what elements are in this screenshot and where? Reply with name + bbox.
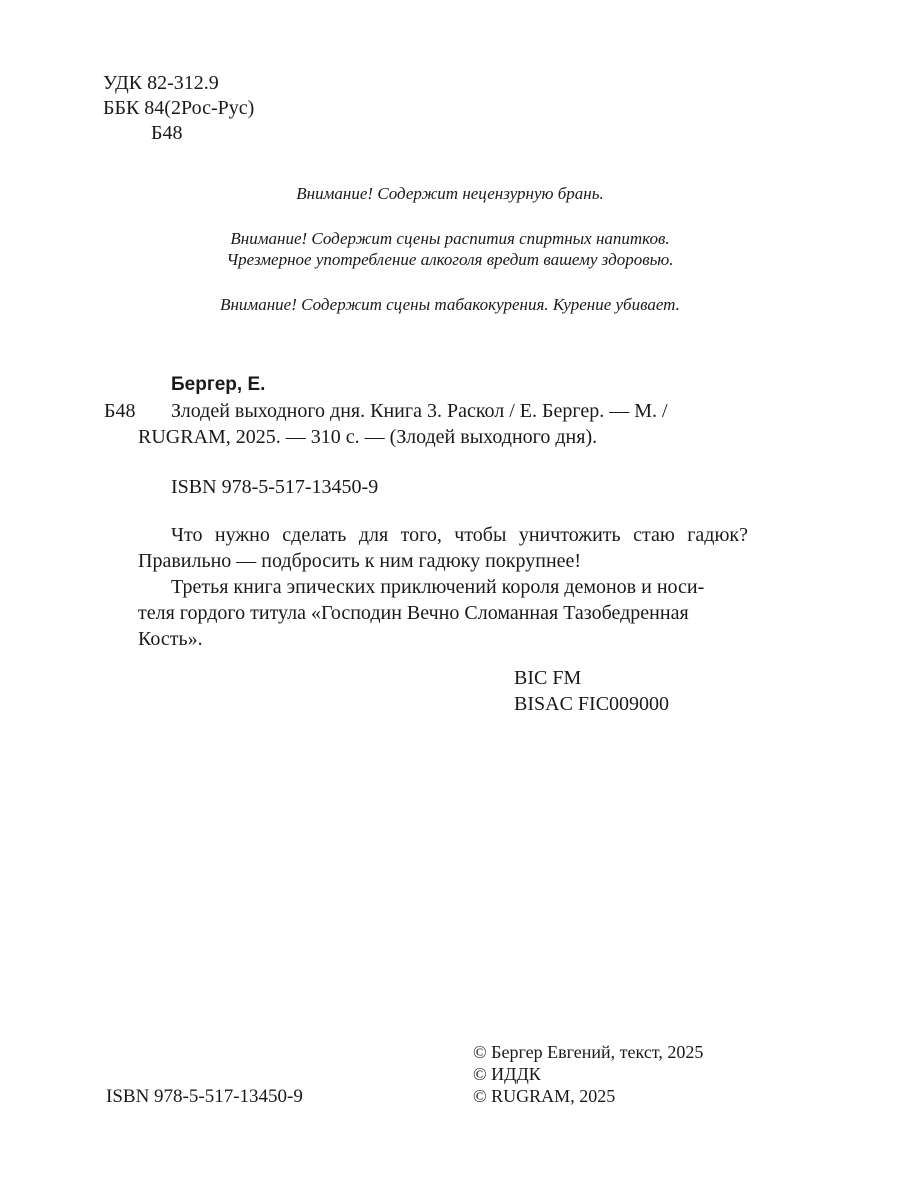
warning-line: Чрезмерное употребление алкоголя вредит вашему здоровью.: [226, 250, 674, 269]
annotation-line: теля гордого титула «Господин Вечно Сломанная Тазобедренная: [138, 602, 689, 624]
footer-isbn: ISBN 978-5-517-13450-9: [106, 1086, 303, 1107]
entry-isbn: ISBN 978-5-517-13450-9: [171, 476, 379, 498]
warning-profanity: [0, 183, 900, 204]
annotation: [138, 522, 748, 652]
bbk-code: ББК 84(2Рос-Рус): [103, 97, 255, 119]
bisac-code: BISAC FIC009000: [514, 693, 670, 715]
author-cutter-code: Б48: [151, 122, 183, 144]
entry-cutter-code: Б48: [104, 400, 136, 422]
udk-code: УДК 82-312.9: [103, 72, 219, 94]
subject-codes: [514, 665, 669, 717]
bic-code: BIC FM: [514, 667, 582, 689]
copyright-line: © Бергер Евгений, текст, 2025: [473, 1042, 704, 1062]
warning-line: Внимание! Содержит сцены распития спиртных напитков.: [230, 229, 670, 248]
entry-author: Бергер, Е.: [171, 374, 266, 395]
warning-line: Внимание! Содержит сцены табакокурения. Курение убивает.: [220, 295, 680, 314]
description-line: RUGRAM, 2025. — 310 с. — (Злодей выходного дня).: [138, 426, 598, 448]
copyright-line: © ИДДК: [473, 1064, 541, 1084]
annotation-paragraph: Что нужно сделать для того, чтобы уничтожить стаю гадюк? Правильно — подбросить к ним гадюку покрупнее!: [138, 524, 748, 572]
warning-alcohol: [0, 228, 900, 270]
bibliographic-description: [138, 398, 748, 450]
warning-tobacco: [0, 294, 900, 315]
content-warnings: [0, 183, 900, 339]
copyright-notices: [473, 1041, 703, 1107]
classification-block: [103, 71, 254, 146]
annotation-line: Третья книга эпических приключений короля демонов и носи-: [171, 576, 705, 598]
warning-line: Внимание! Содержит нецензурную брань.: [296, 184, 604, 203]
annotation-line: Кость».: [138, 628, 203, 650]
description-line: Злодей выходного дня. Книга 3. Раскол / Е. Бергер. — М. /: [171, 400, 668, 422]
copyright-line: © RUGRAM, 2025: [473, 1086, 616, 1106]
